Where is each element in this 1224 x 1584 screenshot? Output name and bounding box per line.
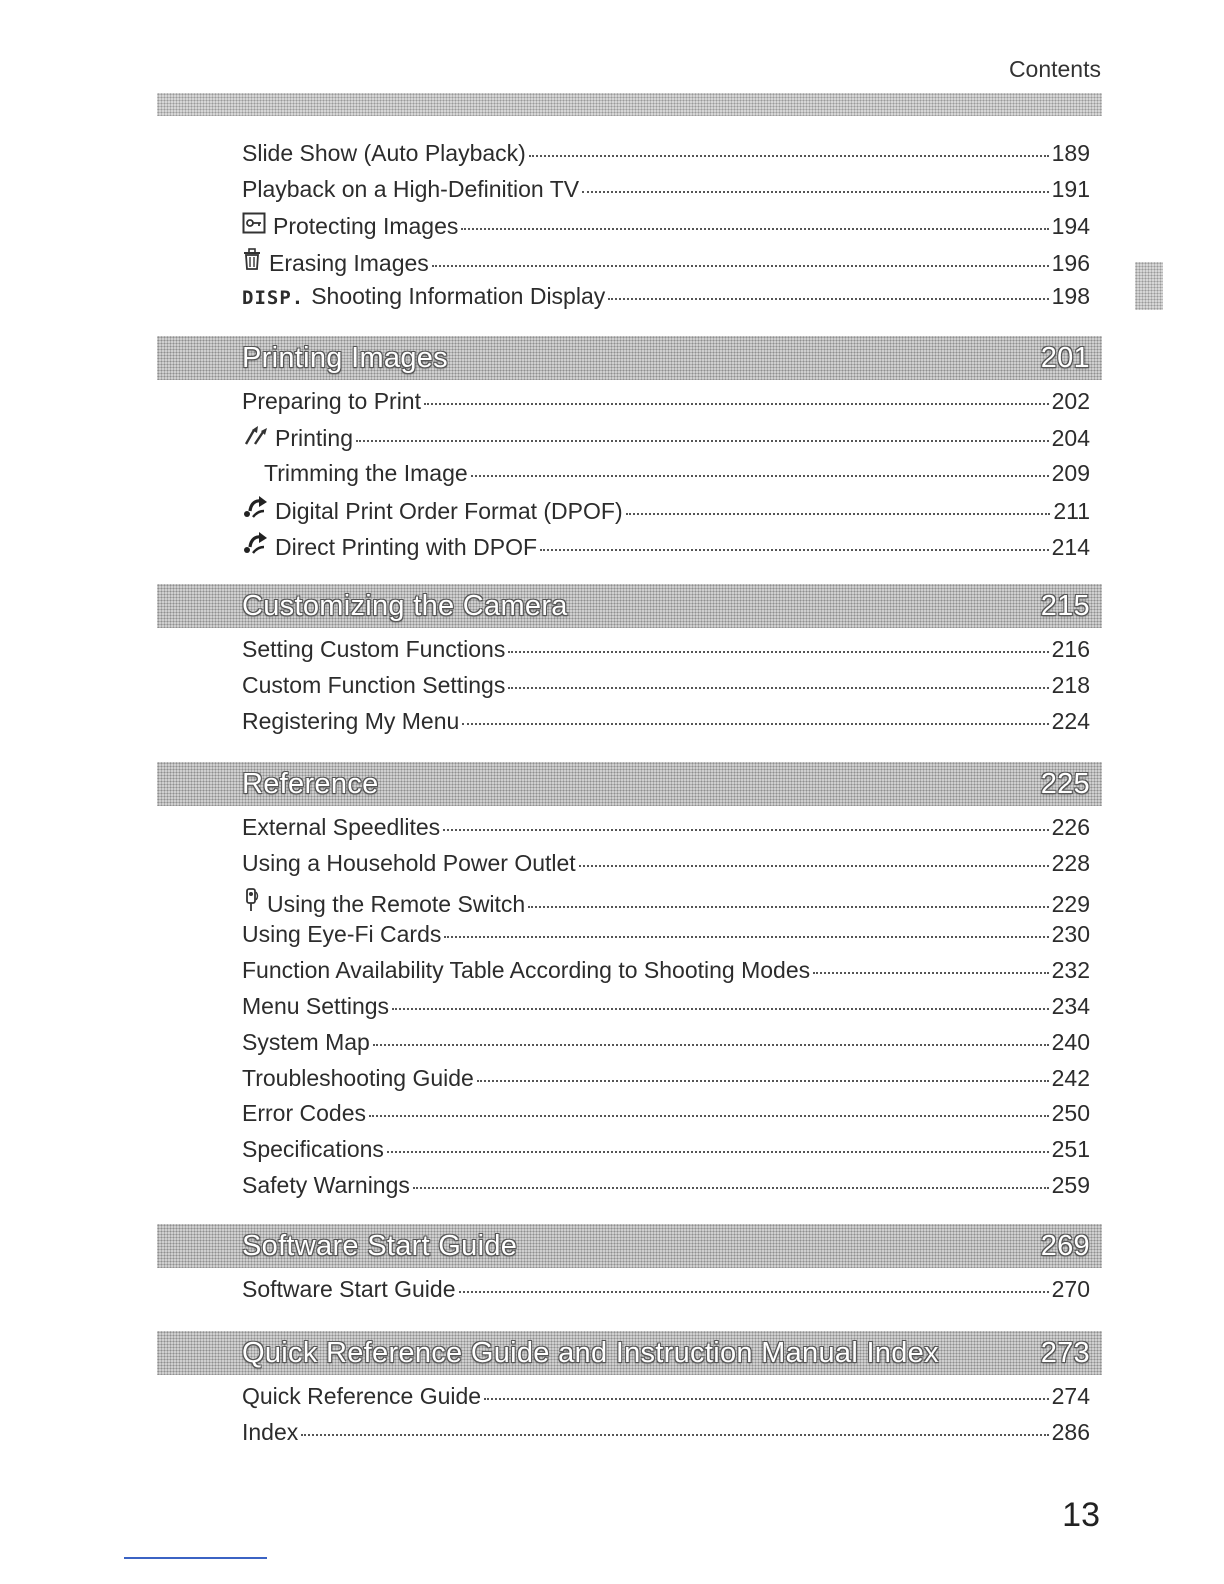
section-header[interactable] bbox=[157, 336, 1102, 380]
toc-entry[interactable] bbox=[242, 1383, 1090, 1415]
toc-entry-page: 228 bbox=[1051, 849, 1090, 876]
section-title: Customizing the Camera bbox=[242, 589, 568, 622]
toc-entry-label: Safety Warnings bbox=[242, 1172, 410, 1198]
toc-entry-label: External Speedlites bbox=[242, 814, 441, 840]
disp-icon: DISP. bbox=[242, 287, 305, 310]
protect-key-icon bbox=[242, 212, 266, 240]
toc-entry-label: Menu Settings bbox=[242, 993, 390, 1019]
dot-leader bbox=[392, 1008, 1049, 1010]
toc-entry-page: 250 bbox=[1051, 1100, 1090, 1127]
section-page: 225 bbox=[1040, 767, 1090, 800]
toc-entry-page: 242 bbox=[1051, 1064, 1090, 1091]
toc-entry[interactable] bbox=[242, 1136, 1090, 1168]
toc-entry[interactable] bbox=[242, 993, 1090, 1025]
dot-leader bbox=[484, 1398, 1049, 1400]
toc-entry-label: Registering My Menu bbox=[242, 707, 460, 734]
section-title: Printing Images bbox=[242, 341, 448, 374]
dot-leader bbox=[471, 475, 1049, 477]
section-header[interactable] bbox=[157, 762, 1102, 806]
toc-entry-label: Shooting Information Display bbox=[311, 283, 606, 310]
toc-entry[interactable] bbox=[242, 495, 1090, 527]
toc-entry[interactable] bbox=[242, 388, 1090, 420]
toc-entry-label: Quick Reference Guide bbox=[242, 1383, 482, 1409]
toc-entry-page: 209 bbox=[1051, 459, 1090, 486]
toc-entry-page: 211 bbox=[1053, 498, 1090, 525]
toc-entry[interactable] bbox=[242, 1172, 1090, 1204]
toc-entry[interactable] bbox=[242, 1029, 1090, 1061]
dot-leader bbox=[413, 1187, 1049, 1189]
toc-entry[interactable] bbox=[242, 1419, 1090, 1451]
toc-entry[interactable] bbox=[242, 140, 1090, 172]
dot-leader bbox=[387, 1151, 1049, 1153]
toc-entry-page: 204 bbox=[1051, 424, 1090, 451]
dot-leader bbox=[582, 191, 1049, 193]
toc-entry-label: Using the Remote Switch bbox=[267, 890, 526, 917]
toc-entry[interactable] bbox=[242, 886, 1090, 918]
toc-entry-label: Troubleshooting Guide bbox=[242, 1064, 474, 1091]
section-header[interactable] bbox=[157, 584, 1102, 628]
toc-entry-page: 251 bbox=[1051, 1136, 1090, 1163]
toc-entry-label: Trimming the Image bbox=[264, 459, 468, 486]
toc-entry-label: Custom Function Settings bbox=[242, 671, 506, 698]
toc-entry-page: 232 bbox=[1051, 957, 1090, 984]
toc-entry-label: Erasing Images bbox=[269, 250, 429, 277]
footer-link-line bbox=[124, 1557, 267, 1559]
direct-print-icon bbox=[242, 424, 268, 452]
toc-entry-page: 240 bbox=[1051, 1028, 1090, 1055]
toc-entry-page: 229 bbox=[1051, 890, 1090, 917]
toc-entry-page: 226 bbox=[1051, 814, 1090, 840]
toc-entry-page: 194 bbox=[1051, 212, 1090, 239]
toc-entry[interactable] bbox=[242, 636, 1090, 668]
toc-entry-label: Digital Print Order Format (DPOF) bbox=[275, 498, 623, 525]
dot-leader bbox=[444, 936, 1048, 938]
dot-leader bbox=[608, 298, 1048, 300]
toc-entry[interactable] bbox=[242, 672, 1090, 704]
toc-entry[interactable] bbox=[242, 957, 1090, 989]
toc-entry-label: Direct Printing with DPOF bbox=[275, 534, 538, 561]
dot-leader bbox=[540, 549, 1049, 551]
dot-leader bbox=[528, 906, 1048, 908]
toc-entry[interactable] bbox=[242, 247, 1090, 279]
dot-leader bbox=[424, 403, 1049, 405]
toc-entry[interactable] bbox=[242, 283, 1090, 315]
toc-entry[interactable] bbox=[242, 1100, 1090, 1132]
toc-entry-page: 234 bbox=[1051, 993, 1090, 1019]
toc-entry-label: Protecting Images bbox=[273, 212, 459, 239]
toc-entry[interactable] bbox=[242, 1276, 1090, 1308]
toc-entry-page: 198 bbox=[1051, 283, 1090, 310]
toc-entry-label: Software Start Guide bbox=[242, 1276, 456, 1302]
toc-entry-label: Using Eye-Fi Cards bbox=[242, 921, 442, 948]
toc-entry[interactable] bbox=[242, 1065, 1090, 1097]
dot-leader bbox=[443, 829, 1048, 831]
section-title: Quick Reference Guide and Instruction Manual Index bbox=[242, 1336, 939, 1369]
toc-entry-label: Function Availability Table According to Shooting Modes bbox=[242, 957, 811, 984]
toc-entry-label: Using a Household Power Outlet bbox=[242, 849, 576, 876]
toc-entry-page: 202 bbox=[1051, 388, 1090, 414]
dot-leader bbox=[579, 865, 1049, 867]
dot-leader bbox=[301, 1434, 1048, 1436]
header-decor-bar bbox=[157, 93, 1102, 116]
toc-entry-label: Printing bbox=[275, 424, 353, 451]
dot-leader bbox=[369, 1115, 1049, 1117]
page-header: Contents bbox=[1008, 56, 1101, 82]
toc-entry-page: 274 bbox=[1051, 1383, 1090, 1409]
dot-leader bbox=[477, 1080, 1049, 1082]
section-page: 201 bbox=[1040, 341, 1090, 374]
print-share-icon bbox=[242, 531, 268, 561]
toc-entry-label: System Map bbox=[242, 1028, 370, 1055]
trash-icon bbox=[242, 247, 262, 277]
toc-entry-label: Specifications bbox=[242, 1136, 384, 1163]
dot-leader bbox=[462, 723, 1048, 725]
toc-entry[interactable] bbox=[242, 212, 1090, 244]
section-page: 273 bbox=[1040, 1336, 1090, 1369]
dot-leader bbox=[373, 1044, 1049, 1046]
toc-entry-page: 230 bbox=[1051, 921, 1090, 948]
dot-leader bbox=[508, 687, 1048, 689]
toc-entry-page: 286 bbox=[1051, 1418, 1090, 1445]
toc-entry-page: 191 bbox=[1051, 175, 1090, 202]
toc-entry-page: 224 bbox=[1051, 707, 1090, 734]
remote-switch-icon bbox=[242, 886, 260, 918]
dot-leader bbox=[461, 228, 1048, 230]
chapter-side-tab bbox=[1135, 262, 1163, 310]
toc-entry[interactable] bbox=[242, 708, 1090, 740]
toc-entry-label: Error Codes bbox=[242, 1100, 366, 1127]
toc-entry[interactable] bbox=[242, 176, 1090, 208]
section-title: Reference bbox=[242, 767, 379, 800]
section-header[interactable] bbox=[157, 1331, 1102, 1375]
dot-leader bbox=[626, 513, 1051, 515]
toc-entry-page: 259 bbox=[1051, 1172, 1090, 1198]
dot-leader bbox=[529, 155, 1049, 157]
toc-entry-page: 196 bbox=[1051, 250, 1090, 277]
dot-leader bbox=[356, 440, 1049, 442]
toc-entry-page: 218 bbox=[1051, 671, 1090, 698]
page-number: 13 bbox=[1062, 1496, 1100, 1534]
toc-entry[interactable] bbox=[264, 460, 1090, 492]
dot-leader bbox=[508, 651, 1048, 653]
toc-entry-label: Slide Show (Auto Playback) bbox=[242, 140, 526, 166]
section-page: 269 bbox=[1040, 1229, 1090, 1262]
toc-entry-label: Preparing to Print bbox=[242, 388, 421, 414]
toc-entry-label: Index bbox=[242, 1418, 299, 1445]
dot-leader bbox=[813, 972, 1049, 974]
dot-leader bbox=[432, 265, 1049, 267]
toc-entry-page: 270 bbox=[1051, 1276, 1090, 1302]
toc-entry-page: 189 bbox=[1051, 140, 1090, 166]
dot-leader bbox=[459, 1291, 1049, 1293]
toc-entry[interactable] bbox=[242, 921, 1090, 953]
toc-entry[interactable] bbox=[242, 424, 1090, 456]
toc-entry-page: 214 bbox=[1051, 534, 1090, 561]
section-header[interactable] bbox=[157, 1224, 1102, 1268]
toc-entry-label: Setting Custom Functions bbox=[242, 636, 506, 662]
toc-entry-page: 216 bbox=[1051, 636, 1090, 662]
section-title: Software Start Guide bbox=[242, 1229, 518, 1262]
toc-entry-label: Playback on a High-Definition TV bbox=[242, 175, 580, 202]
toc-entry[interactable] bbox=[242, 850, 1090, 882]
toc-entry[interactable] bbox=[242, 531, 1090, 563]
print-share-icon bbox=[242, 495, 268, 525]
section-page: 215 bbox=[1040, 589, 1090, 622]
toc-entry[interactable] bbox=[242, 814, 1090, 846]
